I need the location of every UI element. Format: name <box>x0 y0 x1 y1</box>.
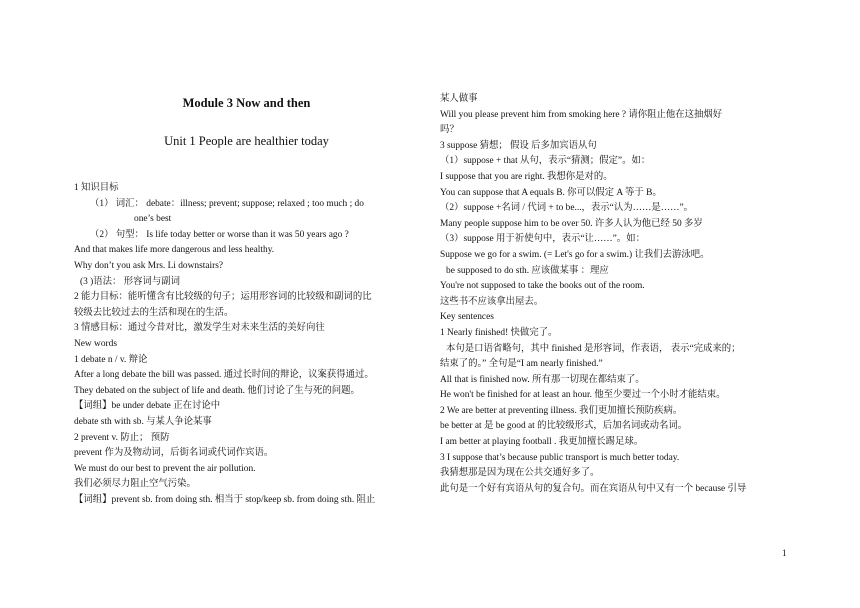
text-line: You're not supposed to take the books out of the room. <box>440 281 645 292</box>
text-line: 1 debate n / v. 辩论 <box>74 354 148 365</box>
text-line: All that is finished now. 所有那一切现在都结束了。 <box>440 374 645 385</box>
text-line: 2 prevent v. 防止； 预防 <box>74 432 170 443</box>
text-line: I suppose that you are right. 我想你是对的。 <box>440 171 613 182</box>
text-line: be better at 是 be good at 的比较级形式，后加名词或动名词。 <box>440 421 688 432</box>
text-line: （2） 句型： Is life today better or worse than it was 50 years ago ? <box>90 229 349 240</box>
right-column <box>440 92 792 497</box>
text-line: 我们必须尽力阻止空气污染。 <box>74 479 196 490</box>
page-number: 1 <box>782 548 787 558</box>
text-line: 1 知识目标 <box>74 183 119 193</box>
text-line: They debated on the subject of life and death. 他们讨论了生与死的问题。 <box>74 385 360 396</box>
text-line: 3 I suppose that’s because public transport is much better today. <box>440 452 680 463</box>
text-line: 3 情感目标：通过今昔对比，激发学生对未来生活的美好向往 <box>74 323 325 334</box>
text-line: 结束了的。” 全句是“I am nearly finished.” <box>440 359 603 370</box>
text-line: (3 )语法： 形容词与副词 <box>80 276 180 287</box>
text-line: After a long debate the bill was passed. 通过长时间的辩论，议案获得通过。 <box>74 370 374 381</box>
text-line: You can suppose that A equals B. 你可以假定 A 等于 B。 <box>440 187 662 198</box>
text-line: （3）suppose 用于祈使句中，表示“让……”。如： <box>440 234 645 245</box>
unit-title: Unit 1 People are healthier today <box>164 134 329 148</box>
text-line: 某人做事 <box>440 94 478 104</box>
text-line: 2 We are better at preventing illness. 我们更加擅长预防疾病。 <box>440 405 683 416</box>
text-line: 吗？ <box>440 125 459 136</box>
text-line: 3 suppose 猜想； 假设 后多加宾语从句 <box>440 140 597 151</box>
text-line: He won't be finished for at least an hour. 他至少要过一个小时才能结束。 <box>440 390 726 401</box>
text-line: be supposed to do sth. 应该做某事 ：理应 <box>446 265 609 276</box>
text-line: 这些书不应该拿出屋去。 <box>440 296 544 307</box>
text-line: New words <box>74 338 117 349</box>
left-column <box>74 181 419 508</box>
text-line: I am better at playing football . 我更加擅长踢足球。 <box>440 437 644 448</box>
text-line: Many people suppose him to be over 50. 许多人认为他已经 50 多岁 <box>440 218 703 229</box>
text-line: （2）suppose +名词 / 代词 + to be...，表示“认为……是……”。 <box>440 203 694 214</box>
text-line: 我猜想那是因为现在公共交通好多了。 <box>440 468 600 479</box>
text-line: Why don’t you ask Mrs. Li downstairs? <box>74 260 224 271</box>
text-line: （1） 词汇： debate：illness; prevent; suppose; relaxed ; too much ; do <box>90 198 364 209</box>
text-line: 此句是一个好有宾语从句的复合句。而在宾语从句中又有一个 because 引导 <box>440 483 747 494</box>
text-line: prevent 作为及物动词，后街名词或代词作宾语。 <box>74 448 274 459</box>
text-line: 2 能力目标：能听懂含有比较级的句子；运用形容词的比较级和副词的比 <box>74 292 372 303</box>
text-line: 【词组】prevent sb. from doing sth. 相当于 stop/keep sb. from doing sth. 阻止 <box>74 494 376 505</box>
text-line: We must do our best to prevent the air pollution. <box>74 463 256 474</box>
module-title: Module 3 Now and then <box>182 96 311 110</box>
text-line: one’s best <box>134 214 172 225</box>
text-line: And that makes life more dangerous and less healthy. <box>74 245 275 256</box>
text-line: 较级去比较过去的生活和现在的生活。 <box>74 307 234 318</box>
text-line: （1）suppose + that 从句，表示“猜测；假定”。如： <box>440 156 651 167</box>
text-line: Suppose we go for a swim. (= Let's go for a swim.) 让我们去游泳吧。 <box>440 249 710 260</box>
text-line: 【词组】be under debate 正在讨论中 <box>74 401 221 412</box>
text-line: Will you please prevent him from smoking here ? 请你阻止他在这抽烟好 <box>440 109 723 120</box>
text-line: 1 Nearly finished! 快做完了。 <box>440 327 558 338</box>
text-line: debate sth with sb. 与某人争论某事 <box>74 416 212 427</box>
text-line: Key sentences <box>440 312 494 323</box>
text-line: 本句是口语省略句，其中 finished 是形容词，作表语， 表示“完成来的； <box>446 343 741 354</box>
